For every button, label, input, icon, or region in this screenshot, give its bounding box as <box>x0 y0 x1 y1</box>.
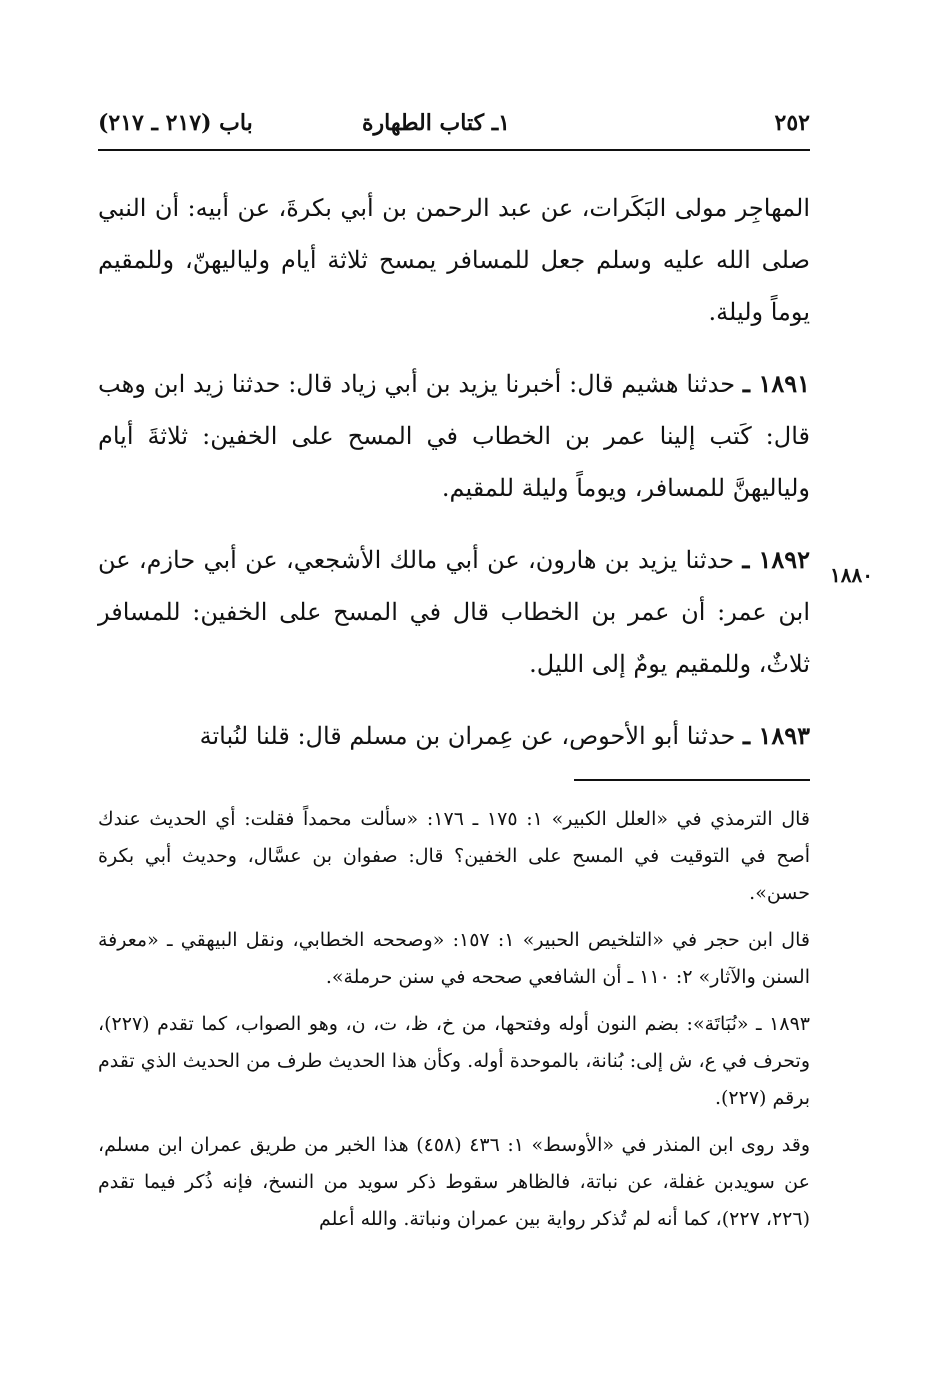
hadith-number: ١٨٩١ ـ <box>742 369 811 398</box>
paragraph <box>98 358 810 514</box>
hadith-number: ١٨٩٢ ـ <box>742 545 810 574</box>
footnote: قال ابن حجر في «التلخيص الحبير» ١: ١٥٧: «وصححه الخطابي، ونقل البيهقي ـ «معرفة السنن والآثار» ٢: ١١٠ ـ أن الشافعي صححه في سنن حرملة». <box>98 929 810 988</box>
hadith-text: حدثنا هشيم قال: أخبرنا يزيد بن أبي زياد قال: حدثنا زيد ابن وهب قال: كَتب إلينا عمر بن الخطاب في المسح على الخفين: ثلاثةَ أيام ولياليهنَّ للمسافر، ويوماً وليلة للمقيم. <box>98 370 810 502</box>
footnote: قال الترمذي في «العلل الكبير» ١: ١٧٥ ـ ١٧٦: «سألت محمداً فقلت: أي الحديث عندك أصح في التوقيت في المسح على الخفين؟ قال: صفوان بن عسَّال، وحديث أبي بكرة حسن». <box>98 808 811 904</box>
hadith-number: ١٨٩٣ ـ <box>743 721 810 750</box>
paragraph <box>98 710 810 762</box>
hadith-text: المهاجِر مولى البَكَرات، عن عبد الرحمن بن أبي بكرةَ، عن أبيه: أن النبي صلى الله عليه وسلم جعل للمسافر يمسح ثلاثة أيام ولياليهنّ، وللمقيم يوماً وليلة. <box>98 194 810 326</box>
paragraph <box>98 182 810 338</box>
footnote-divider <box>574 779 810 781</box>
page-number: ٢٥٢ <box>774 110 810 136</box>
margin-number: ١٨٨٠ <box>830 563 873 587</box>
page-header <box>98 104 810 144</box>
footnote: وقد روى ابن المنذر في «الأوسط» ١: ٤٣٦ (٤٥٨) هذا الخبر من طريق عمران ابن مسلم، عن سويدبن غفلة، عن نباتة، فالظاهر سقوط ذكر سويد من النسخ، فإنه ذُكر فيما تقدم (٢٢٦، ٢٢٧)، كما أنه لم تُذكر رواية بين عمران ونباتة. والله أعلم <box>98 1134 810 1230</box>
book-title: ١ـ كتاب الطهارة <box>362 110 510 136</box>
header-divider <box>98 149 810 151</box>
paragraph <box>98 534 810 690</box>
main-text <box>98 182 810 782</box>
chapter-title: باب (٢١٧ ـ ٢١٧) <box>98 110 253 136</box>
footnote: ١٨٩٣ ـ «نُبَاتَة»: بضم النون أوله وفتحها، من خ، ظ، ت، ن، وهو الصواب، كما تقدم (٢٢٧)، وتحرف في ع، ش إلى: بُنانة، بالموحدة أوله. وكأن هذا الحديث طرف من الحديث الذي تقدم برقم (٢٢٧). <box>98 1013 810 1109</box>
hadith-text: حدثنا أبو الأحوص، عن عِمران بن مسلم قال: قلنا لنُباتة <box>199 722 736 750</box>
footnotes <box>98 801 810 1248</box>
hadith-text: حدثنا يزيد بن هارون، عن أبي مالك الأشجعي، عن أبي حازم، عن ابن عمر: أن عمر بن الخطاب قال في المسح على الخفين: للمسافر ثلاثٌ، وللمقيم يومٌ إلى الليل. <box>98 546 810 678</box>
